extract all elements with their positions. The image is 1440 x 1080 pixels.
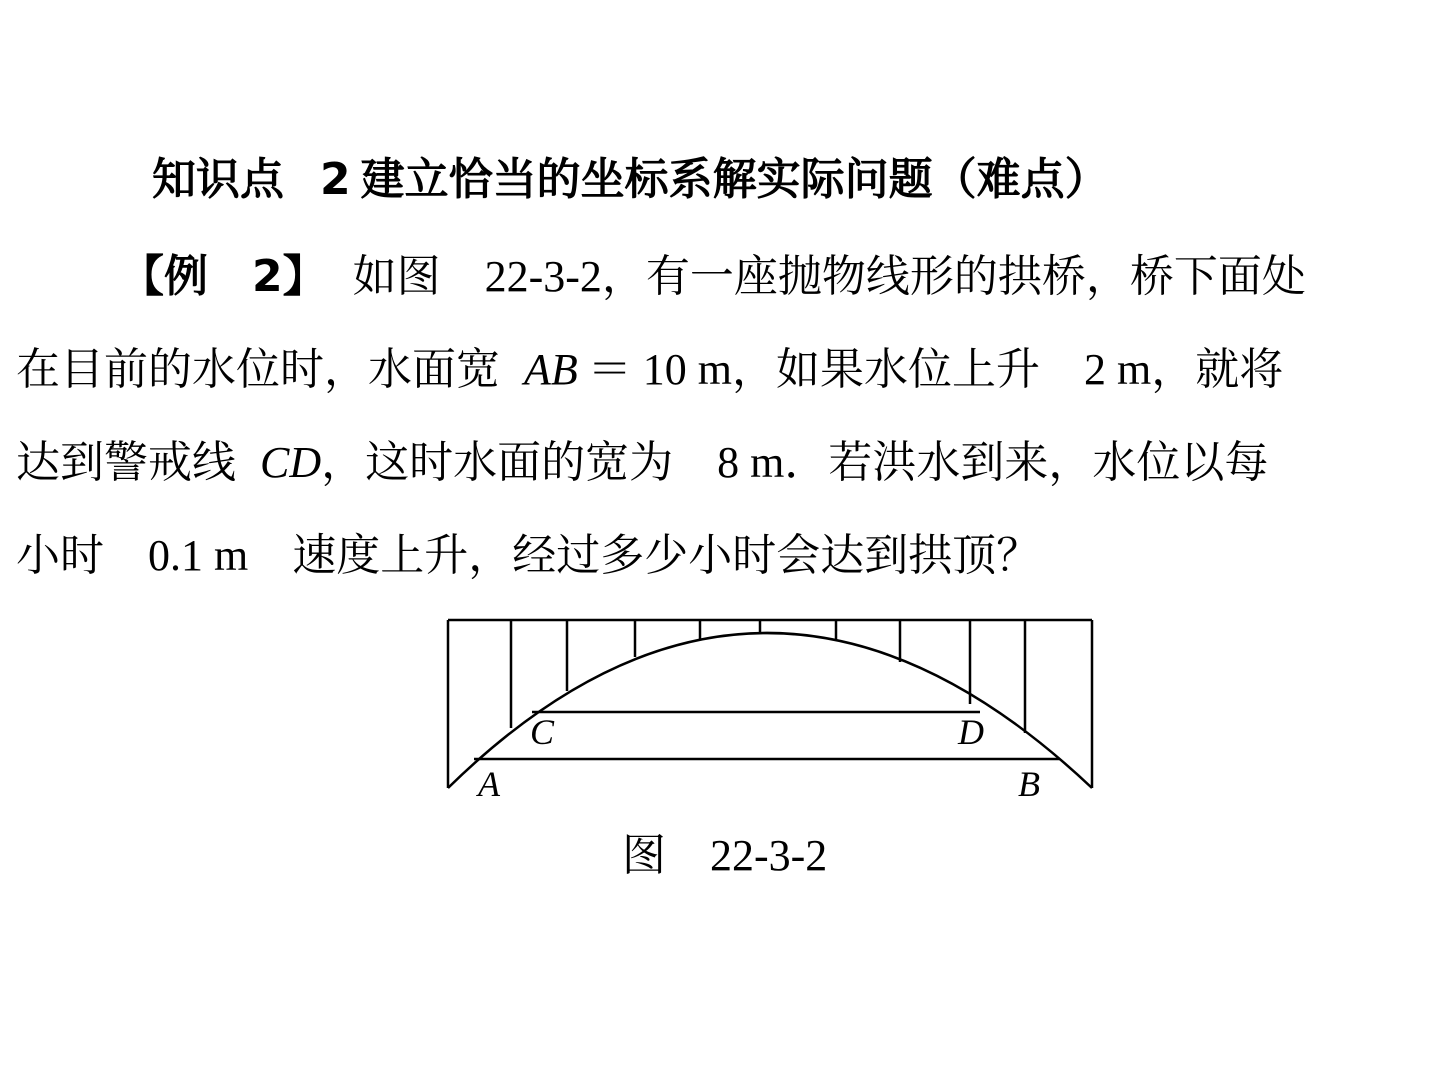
problem-line-2 [16,340,1426,400]
heading-number: 2 [320,154,351,205]
problem-text-1: 如图 22-3-2，有一座抛物线形的拱桥，桥下面处 [352,252,1306,301]
heading-title: 建立恰当的坐标系解实际问题（难点） [360,154,1109,205]
heading-prefix: 知识点 [152,154,284,205]
problem-line-3 [16,433,1426,493]
example-label: 【例 2】 [120,251,327,302]
point-label-c: C [530,712,555,752]
parabolic-arch [448,633,1092,788]
var-cd: CD [260,438,322,487]
figure-caption: 图 22-3-2 [622,831,828,880]
bridge-supports [511,620,1025,733]
point-label-b: B [1018,764,1040,802]
problem-text-4: 小时 0.1 m 速度上升，经过多少小时会达到拱顶？ [16,531,1041,580]
problem-text-2a: 在目前的水位时，水面宽 [16,345,500,394]
arch-bridge-figure [440,612,1100,802]
section-heading [152,150,1109,210]
problem-text-3a: 达到警戒线 [16,438,236,487]
problem-line-4 [16,526,1426,586]
point-label-a: A [478,764,500,802]
var-ab: AB [524,345,578,394]
point-label-d: D [958,712,984,752]
problem-text-3b: ，这时水面的宽为 8 m．若洪水到来，水位以每 [321,438,1269,487]
problem-text-2b: ＝ 10 m，如果水位上升 2 m，就将 [587,345,1284,394]
problem-line-1 [16,247,1426,307]
